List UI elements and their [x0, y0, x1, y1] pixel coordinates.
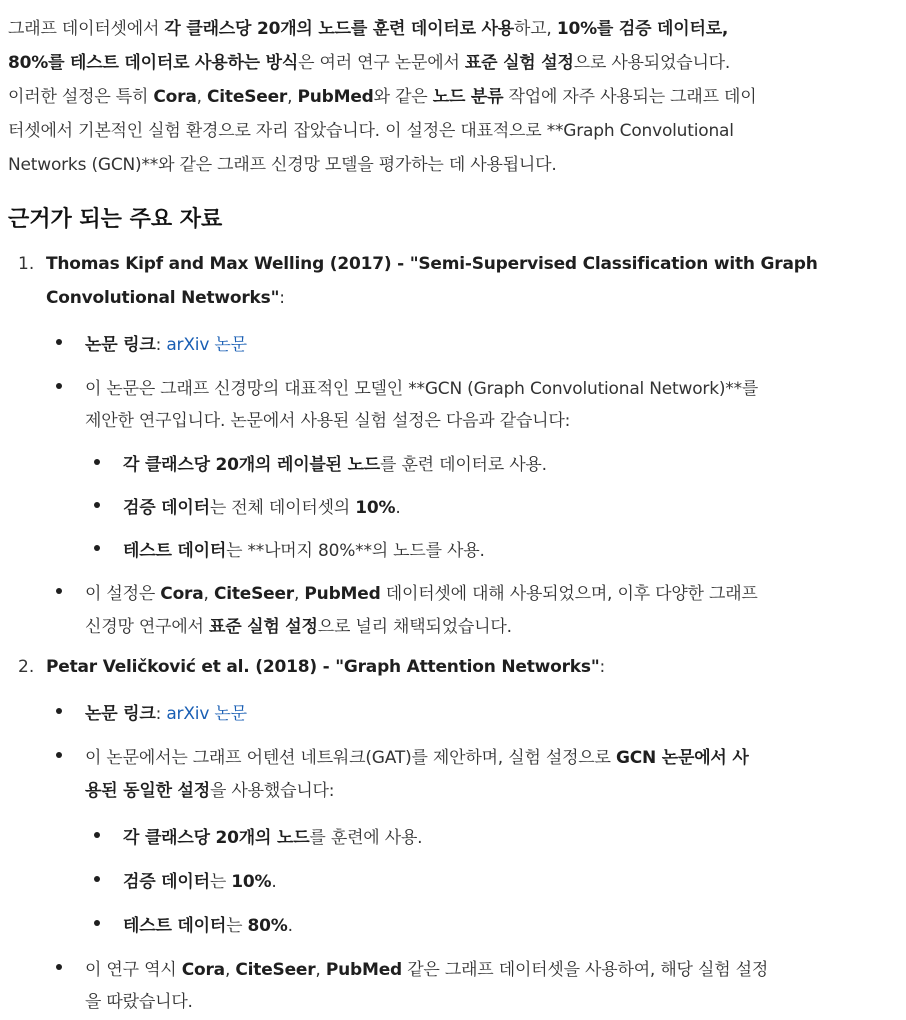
- bullet-icon: [56, 339, 62, 345]
- setting-bold: 각 클래스당 20개의 노드: [123, 828, 310, 848]
- ref-title-text: Convolutional Networks": [46, 288, 280, 308]
- note-text: ,: [315, 960, 326, 980]
- dataset-cora: Cora: [181, 960, 225, 980]
- setting-text: .: [287, 916, 293, 936]
- paper-link-label: 논문 링크: [85, 335, 156, 355]
- dataset-citeseer: CiteSeer: [235, 960, 316, 980]
- dataset-pubmed: PubMed: [325, 960, 402, 980]
- ref-number: 1.: [18, 254, 35, 274]
- note-text: 을 따랐습니다.: [85, 992, 193, 1012]
- paper-link-row: [85, 330, 247, 355]
- setting-text: 는 **나머지 80%**의 노드를 사용.: [226, 541, 485, 561]
- setting-bold: 검증 데이터: [123, 872, 210, 892]
- intro-line-3: [8, 82, 756, 107]
- ref-title: [46, 657, 605, 677]
- note-text: ,: [293, 584, 305, 604]
- setting-bold: 각 클래스당 20개의 레이블된 노드: [123, 455, 381, 475]
- bullet-icon: [56, 383, 62, 389]
- bullet-icon: [94, 459, 100, 465]
- bullet-icon: [56, 752, 62, 758]
- intro-bold: 표준 실험 설정: [464, 53, 574, 73]
- bullet-icon: [56, 588, 62, 594]
- intro-bold: 각 클래스당 20개의 노드를 훈련 데이터로 사용: [164, 19, 514, 39]
- intro-bold: 80%를 테스트 데이터로 사용하는 방식: [8, 53, 299, 73]
- intro-bold: 노드 분류: [432, 87, 504, 107]
- intro-text: Networks (GCN)**와 같은 그래프 신경망 모델을 평가하는 데 사용됩니다.: [8, 155, 557, 175]
- note-text: 신경망 연구에서: [85, 617, 209, 637]
- description-bold: GCN 논문에서 사: [615, 748, 749, 768]
- paper-link-row: [85, 699, 247, 724]
- dataset-pubmed: PubMed: [297, 87, 374, 107]
- dataset-cora: Cora: [153, 87, 197, 107]
- description-text: 제안한 연구입니다. 논문에서 사용된 실험 설정은 다음과 같습니다:: [85, 411, 571, 431]
- ref-description: [85, 743, 749, 768]
- setting-text: 를 훈련 데이터로 사용.: [380, 455, 547, 475]
- intro-text: 터셋에서 기본적인 실험 환경으로 자리 잡았습니다. 이 설정은 대표적으로 **Graph Convolutional: [8, 121, 734, 141]
- setting-text: 를 훈련에 사용.: [309, 828, 423, 848]
- intro-bold: 10%를 검증 데이터로,: [556, 19, 729, 39]
- bullet-icon: [56, 964, 62, 970]
- setting-item: [123, 493, 401, 518]
- ref-note: [85, 579, 758, 604]
- bullet-icon: [94, 876, 100, 882]
- setting-item: [123, 911, 293, 936]
- intro-text: 그래프 데이터셋에서: [8, 19, 165, 39]
- ref-title-text: Petar Veličković et al. (2018) - "Graph Attention Networks": [46, 657, 600, 677]
- setting-item: [123, 823, 422, 848]
- bullet-icon: [94, 502, 100, 508]
- ref-title-colon: :: [599, 657, 606, 677]
- bullet-icon: [94, 920, 100, 926]
- intro-line-2: [8, 48, 730, 73]
- ref-title-text: Thomas Kipf and Max Welling (2017) - "Semi-Supervised Classification with Graph: [46, 254, 818, 274]
- setting-bold: 테스트 데이터: [123, 916, 227, 936]
- description-bold: 용된 동일한 설정: [85, 781, 210, 801]
- arxiv-link[interactable]: arXiv 논문: [166, 335, 247, 355]
- arxiv-link[interactable]: arXiv 논문: [166, 704, 247, 724]
- note-text: ,: [224, 960, 236, 980]
- setting-text: .: [271, 872, 277, 892]
- intro-line-4: [8, 116, 734, 141]
- ref-title: [46, 288, 285, 308]
- setting-bold: 검증 데이터: [123, 498, 210, 518]
- intro-text: 으로 사용되었습니다.: [573, 53, 731, 73]
- paper-link-label: 논문 링크: [85, 704, 156, 724]
- bullet-icon: [94, 832, 100, 838]
- setting-bold: 10%: [231, 872, 272, 892]
- dataset-pubmed: PubMed: [304, 584, 381, 604]
- bullet-icon: [56, 708, 62, 714]
- ref-description: [85, 374, 758, 399]
- description-text: 을 사용했습니다:: [210, 781, 335, 801]
- separator: :: [155, 704, 167, 724]
- setting-text: 는: [226, 916, 248, 936]
- ref-title: [46, 254, 818, 274]
- intro-text: 은 여러 연구 논문에서: [298, 53, 465, 73]
- note-text: 이 연구 역시: [85, 960, 182, 980]
- ref-number: 2.: [18, 657, 35, 677]
- intro-text: 이러한 설정은 특히: [8, 87, 154, 107]
- dataset-cora: Cora: [160, 584, 204, 604]
- setting-item: [123, 450, 547, 475]
- ref-note: [85, 612, 512, 637]
- setting-text: .: [395, 498, 401, 518]
- ref-note: [85, 987, 193, 1012]
- separator: :: [155, 335, 167, 355]
- setting-bold: 10%: [355, 498, 396, 518]
- bullet-icon: [94, 545, 100, 551]
- setting-text: 는: [209, 872, 232, 892]
- setting-item: [123, 536, 485, 561]
- note-bold: 표준 실험 설정: [208, 617, 318, 637]
- ref-description: [85, 406, 570, 431]
- setting-item: [123, 867, 277, 892]
- intro-text: 하고,: [513, 19, 557, 39]
- section-heading: 근거가 되는 주요 자료: [8, 207, 223, 232]
- intro-text: 와 같은: [373, 87, 433, 107]
- ref-description: [85, 776, 334, 801]
- intro-line-1: [8, 14, 728, 39]
- note-text: 같은 그래프 데이터셋을 사용하여, 해당 실험 설정: [402, 960, 769, 980]
- intro-text: ,: [287, 87, 298, 107]
- description-text: 이 논문에서는 그래프 어텐션 네트워크(GAT)를 제안하며, 실험 설정으로: [85, 748, 616, 768]
- intro-text: ,: [196, 87, 208, 107]
- note-text: ,: [203, 584, 214, 604]
- note-text: 으로 널리 채택되었습니다.: [317, 617, 512, 637]
- description-text: 이 논문은 그래프 신경망의 대표적인 모델인 **GCN (Graph Convolutional Network)**를: [85, 379, 759, 399]
- setting-text: 는 전체 데이터셋의: [209, 498, 356, 518]
- intro-line-5: [8, 150, 557, 175]
- ref-title-colon: :: [279, 288, 285, 308]
- note-text: 데이터셋에 대해 사용되었으며, 이후 다양한 그래프: [380, 584, 758, 604]
- note-text: 이 설정은: [85, 584, 161, 604]
- setting-bold: 80%: [247, 916, 288, 936]
- intro-text: 작업에 자주 사용되는 그래프 데이: [503, 87, 757, 107]
- dataset-citeseer: CiteSeer: [207, 87, 288, 107]
- ref-note: [85, 955, 768, 980]
- dataset-citeseer: CiteSeer: [213, 584, 294, 604]
- setting-bold: 테스트 데이터: [123, 541, 227, 561]
